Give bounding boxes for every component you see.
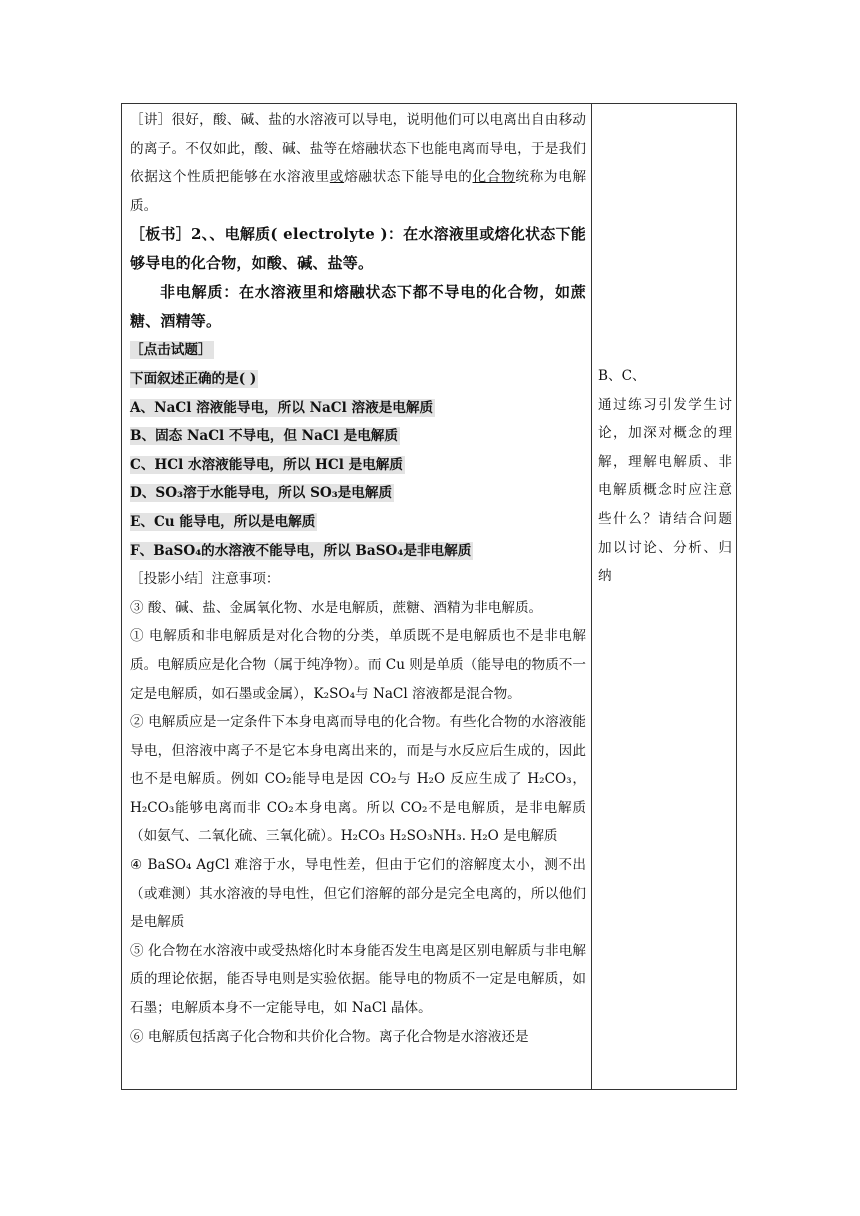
quiz-option-b-text: B、固态 NaCl 不导电，但 NaCl 是电解质	[130, 428, 398, 445]
lecture-text-1: 很好，酸、碱、盐的水溶液可以导电，说明他们可以电离出自由移动的离子。不仅如此，酸、碱、盐等在熔融状态下也能电离而导电，于是我们依据这个性质把能够在水溶液里	[130, 112, 587, 186]
quiz-option-f-text: F、BaSO₄的水溶液不能导电，所以 BaSO₄是非电解质	[130, 542, 472, 559]
lecture-tag: ［讲］	[130, 112, 172, 128]
summary-item: ③ 酸、碱、盐、金属氧化物、水是电解质，蔗糖、酒精为非电解质。	[130, 599, 543, 616]
summary-item: ⑥ 电解质包括离子化合物和共价化合物。离子化合物是水溶液还是	[130, 1028, 529, 1045]
lecture-paragraph	[130, 106, 586, 220]
notes-column	[598, 362, 732, 591]
quiz-option-b	[130, 422, 586, 451]
answer-text: B、C、	[598, 368, 646, 384]
quiz-question-text: 下面叙述正确的是( )	[130, 370, 257, 387]
summary-item: ⑤ 化合物在水溶液中或受热熔化时本身能否发生电离是区别电解质与非电解质的理论依据，能否导电则是实验依据。能导电的物质不一定是电解质，如石墨；电解质本身不一定能导电，如 NaCl 晶体。	[130, 942, 586, 1017]
quiz-heading-text: ［点击试题］	[130, 342, 212, 359]
summary-item: ① 电解质和非电解质是对化合物的分类，单质既不是电解质也不是非电解质。电解质应是化合物（属于纯净物）。而 Cu 则是单质（能导电的物质不一定是电解质，如石墨或金属），K₂SO₄与 NaCl 溶液都是混合物。	[130, 628, 586, 702]
quiz-option-f	[130, 537, 586, 566]
lecture-text-3: 统称为电解质。	[130, 169, 587, 214]
lecture-text-2: 熔融状态下能导电的	[344, 169, 473, 186]
summary-heading: ［投影小结］注意事项：	[130, 571, 280, 588]
quiz-option-d	[130, 479, 586, 508]
quiz-option-e-text: E、Cu 能导电，所以是电解质	[130, 513, 316, 530]
quiz-option-c-text: C、HCl 水溶液能导电，所以 HCl 是电解质	[130, 456, 403, 473]
quiz-option-d-text: D、SO₃溶于水能导电，所以 SO₃是电解质	[130, 485, 393, 502]
lecture-or: 或	[329, 169, 345, 186]
lecture-compound: 化合物	[472, 169, 516, 186]
column-divider	[591, 103, 592, 1090]
content-column	[130, 106, 586, 1051]
quiz-option-a-text: A、NaCl 溶液能导电，所以 NaCl 溶液是电解质	[130, 399, 434, 416]
board-non-electrolyte: 非电解质：在水溶液里和熔融状态下都不导电的化合物，如蔗糖、酒精等。	[130, 283, 586, 331]
quiz-option-a	[130, 394, 586, 423]
quiz-question	[130, 365, 586, 394]
teaching-note: 通过练习引发学生讨论，加深对概念的理解，理解电解质、非电解质概念时应注意些什么？请结合问题加以讨论、分析、归纳	[598, 396, 732, 585]
quiz-option-e	[130, 508, 586, 537]
summary-item: ④ BaSO₄ AgCl 难溶于水，导电性差，但由于它们的溶解度太小，测不出（或难测）其水溶液的导电性，但它们溶解的部分是完全电离的，所以他们是电解质	[130, 857, 586, 931]
board-definition: ［板书］2、、电解质( electrolyte )：在水溶液里或熔化状态下能够导电的化合物，如酸、碱、盐等。	[130, 225, 586, 273]
quiz-option-c	[130, 451, 586, 480]
quiz-heading	[130, 336, 586, 365]
summary-item: ② 电解质应是一定条件下本身电离而导电的化合物。有些化合物的水溶液能导电，但溶液中离子不是它本身电离出来的，而是与水反应后生成的，因此也不是电解质。例如 CO₂能导电是因 CO₂与 H₂O 反应生成了 H₂CO₃，H₂CO₃能够电离而非 CO₂本身电离。所以 CO₂不是电解质，是非电解质（如氨气、二氧化硫、三氧化硫）。H₂CO₃ H₂SO₃NH₃. H₂O 是电解质	[130, 714, 586, 845]
